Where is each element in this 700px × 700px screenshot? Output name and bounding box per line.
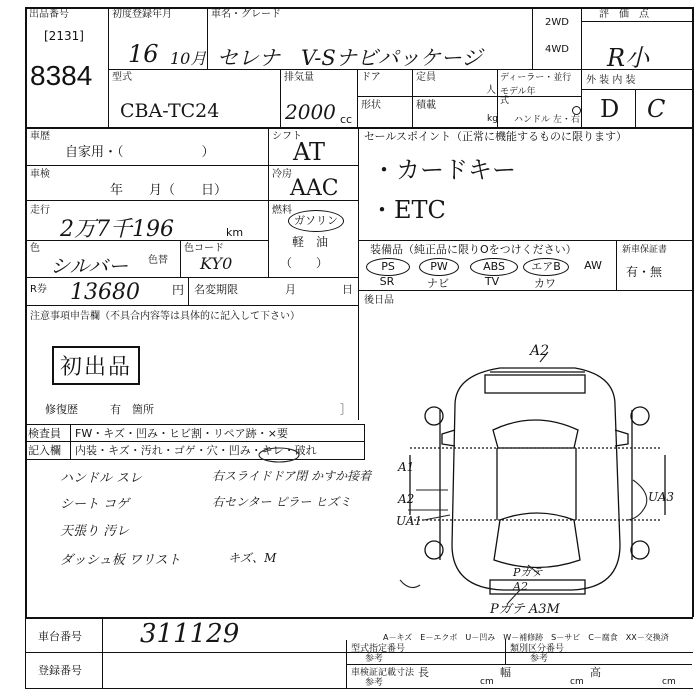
class-number-label: 類別区分番号 bbox=[510, 644, 565, 654]
equip-ps: PS bbox=[366, 258, 410, 276]
width-label: 幅 bbox=[500, 666, 511, 679]
equip-sr: SR bbox=[379, 275, 395, 288]
class-number-ref: 参考 bbox=[530, 654, 549, 664]
month-unit: 月 bbox=[285, 283, 296, 296]
exterior-score: D bbox=[600, 95, 620, 123]
reg-month: 10月 bbox=[170, 49, 207, 68]
lot-number: 8384 bbox=[30, 60, 93, 91]
color-code-label: 色コード bbox=[184, 243, 224, 254]
inspector-note-4: キズ、M bbox=[228, 551, 277, 565]
inspector-label: 検査員 bbox=[28, 427, 61, 440]
equipment-label: 装備品（純正品に限りOをつけください） bbox=[370, 243, 577, 256]
shift-label: シフト bbox=[272, 131, 302, 142]
warranty-value: 有・無 bbox=[626, 265, 663, 279]
diagram-mark-a2-top: A2 bbox=[530, 343, 550, 359]
chassis-number: 311129 bbox=[140, 619, 240, 649]
diagram-mark-a1: A1 bbox=[398, 460, 415, 474]
registration-deadline-label: 名変期限 bbox=[194, 283, 238, 296]
diagram-mark-a2-left: A2 bbox=[398, 492, 415, 506]
type-spec-ref: 参考 bbox=[365, 654, 384, 664]
sales-points-label: セールスポイント（正常に機能するものに限ります） bbox=[364, 130, 628, 143]
fuel-gasoline-circled: ガソリン bbox=[288, 210, 344, 232]
mileage-value: 2万7千196 bbox=[60, 217, 174, 242]
sales-point-1: ・カードキー bbox=[372, 156, 516, 184]
inspector-line-2: シート コゲ bbox=[60, 497, 130, 512]
dimensions-ref: 参考 bbox=[365, 678, 384, 688]
4wd-label: 4WD bbox=[545, 44, 569, 55]
chassis-label: 車台番号 bbox=[38, 630, 82, 643]
score-value: R小 bbox=[607, 44, 650, 72]
registration-number-label: 登録番号 bbox=[38, 664, 82, 677]
model-code: CBA-TC24 bbox=[120, 100, 220, 122]
equip-airbag: エアB bbox=[523, 258, 569, 276]
mileage-label: 走行 bbox=[30, 205, 50, 216]
kg-unit: kg bbox=[487, 114, 498, 124]
color-change-label: 色替 bbox=[148, 255, 168, 266]
interior-score: C bbox=[647, 95, 666, 123]
yen-unit: 円 bbox=[172, 283, 185, 297]
equip-pw: PW bbox=[419, 258, 459, 276]
first-listing-stamp: 初出品 bbox=[52, 346, 140, 385]
equip-aw: AW bbox=[584, 259, 602, 272]
sales-point-2: ・ETC bbox=[370, 196, 446, 224]
steering-label: ハンドル 左・右 bbox=[514, 115, 580, 125]
displacement-label: 排気量 bbox=[284, 72, 314, 83]
repair-bracket: ］ bbox=[340, 403, 351, 416]
length-label: 長 bbox=[418, 666, 429, 679]
height-unit: cm bbox=[662, 677, 676, 687]
diagram-mark-pgate-a3m: Pガテ A3M bbox=[490, 602, 560, 617]
lot-label: 出品番号 bbox=[29, 9, 69, 20]
km-unit: km bbox=[226, 226, 244, 239]
recycle-label: R券 bbox=[30, 284, 47, 295]
dealer-label: ディーラー・並行 bbox=[500, 73, 572, 83]
warranty-label: 新車保証書 bbox=[622, 245, 668, 255]
history-label: 車歴 bbox=[30, 131, 50, 142]
damage-legend: A－キズ E－エクボ U－凹み W－補修跡 S－サビ C－腐食 XX－交換済 bbox=[383, 633, 669, 642]
shape-label: 形状 bbox=[361, 100, 381, 111]
load-label: 積載 bbox=[416, 100, 436, 111]
inspector-note-1: 右スライドドア閉 かすか接着 bbox=[212, 469, 372, 483]
shift-value: AT bbox=[293, 138, 326, 166]
width-unit: cm bbox=[570, 677, 584, 687]
diagram-mark-ua3: UA3 bbox=[648, 490, 675, 504]
diagram-mark-pgate-a2: Pガテ A2 bbox=[513, 566, 543, 593]
type-spec-label: 型式指定番号 bbox=[351, 644, 406, 654]
ext-int-label: 外 装 内 装 bbox=[586, 75, 636, 86]
height-label: 高 bbox=[590, 666, 601, 679]
reg-year: 16 bbox=[128, 40, 159, 68]
color-label: 色 bbox=[30, 243, 40, 254]
inspector-note-2: 右センター ピラー ヒズミ bbox=[212, 495, 352, 509]
2wd-label: 2WD bbox=[545, 17, 569, 28]
inspector-row2: 内装・キズ・汚れ・ゴゲ・穴・凹み・キレ・破れ bbox=[75, 444, 317, 457]
color-value: シルバー bbox=[50, 254, 129, 278]
equip-abs: ABS bbox=[470, 258, 518, 276]
inspector-line-3: 天張り 汚レ bbox=[60, 524, 130, 539]
car-name-label: 車名・グレード bbox=[211, 9, 281, 20]
displacement-value: 2000 bbox=[285, 100, 336, 124]
history-value: 自家用・（ ） bbox=[65, 145, 215, 160]
after-label: 後日品 bbox=[364, 295, 394, 306]
notes-label: 注意事項申告欄（不具合内容等は具体的に記入して下さい） bbox=[30, 311, 300, 322]
inspection-value: 年 月（ 日） bbox=[110, 183, 228, 198]
inspector-line-1: ハンドル スレ bbox=[60, 471, 143, 486]
model-label: 型式 bbox=[112, 72, 132, 83]
cc-unit: cc bbox=[340, 113, 353, 126]
fuel-other: （ ） bbox=[280, 256, 329, 270]
diagram-mark-ua1: UA1 bbox=[396, 514, 423, 528]
equip-tv: TV bbox=[484, 275, 500, 288]
equip-leather: カワ bbox=[534, 277, 556, 290]
ac-label: 冷房 bbox=[272, 169, 292, 180]
length-unit: cm bbox=[480, 677, 494, 687]
capacity-label: 定員 bbox=[416, 72, 436, 83]
inspector-row1: FW・キズ・凹み・ヒビ割・リペア跡・×要 bbox=[75, 427, 288, 440]
color-code-value: KY0 bbox=[200, 254, 233, 273]
score-label: 評 価 点 bbox=[599, 9, 649, 20]
day-unit: 日 bbox=[342, 283, 353, 296]
repair-history-value: 有 箇所 bbox=[110, 403, 154, 416]
fuel-label: 燃料 bbox=[272, 205, 292, 216]
inspector-line-4: ダッシュ板 ワリスト bbox=[60, 553, 181, 568]
fill-label: 記入欄 bbox=[28, 444, 61, 457]
lot-code: [2131] bbox=[44, 29, 84, 43]
equip-navi: ナビ bbox=[427, 277, 449, 290]
recycle-value: 13680 bbox=[70, 280, 140, 305]
person-unit: 人 bbox=[486, 85, 496, 96]
model-year-label: モデル年式 bbox=[500, 87, 536, 106]
inspection-label: 車検 bbox=[30, 169, 50, 180]
first-registration-label: 初度登録年月 bbox=[112, 9, 172, 20]
ac-value: AAC bbox=[290, 176, 339, 201]
fuel-diesel: 軽 油 bbox=[292, 235, 329, 249]
dimensions-label: 車検証記載寸法 bbox=[351, 668, 415, 678]
repair-history-label: 修復歴 bbox=[45, 403, 78, 416]
door-label: ドア bbox=[361, 72, 381, 83]
car-name: セレナ V-Sナビパッケージ bbox=[217, 46, 483, 70]
